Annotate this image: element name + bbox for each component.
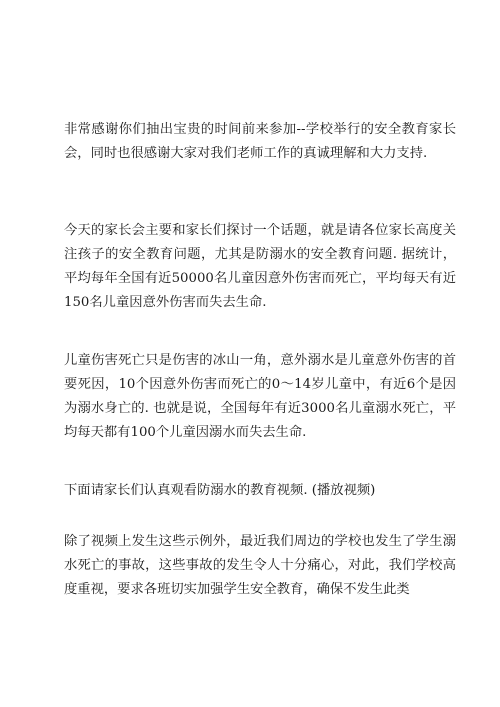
paragraph-video: 下面请家长们认真观看防溺水的教育视频. (播放视频) <box>64 483 376 498</box>
paragraph-thanks: 非常感谢你们抽出宝贵的时间前来参加--学校举行的安全教育家长会，同时也很感谢大家对我们老师工作的真诚理解和大力支持. <box>64 122 456 161</box>
paragraph-topic: 今天的家长会主要和家长们探讨一个话题，就是请各位家长高度关注孩子的安全教育问题，尤其是防溺水的安全教育问题. 据统计，平均每年全国有近50000名儿童因意外伤害而死亡，平均每天有近150名儿童因意外伤害而失去生命. <box>64 223 456 310</box>
paragraph-statistics: 儿童伤害死亡只是伤害的冰山一角，意外溺水是儿童意外伤害的首要死因，10个因意外伤害而死亡的0～14岁儿童中，有近6个是因为溺水身亡的. 也就是说，全国每年有近3000名儿童溺水死亡，平均每天都有100个儿童因溺水而失去生命. <box>64 353 456 440</box>
paragraph-incidents: 除了视频上发生这些示例外，最近我们周边的学校也发生了学生溺水死亡的事故，这些事故的发生令人十分痛心，对此，我们学校高度重视，要求各班切实加强学生安全教育，确保不发生此类 <box>64 534 456 597</box>
